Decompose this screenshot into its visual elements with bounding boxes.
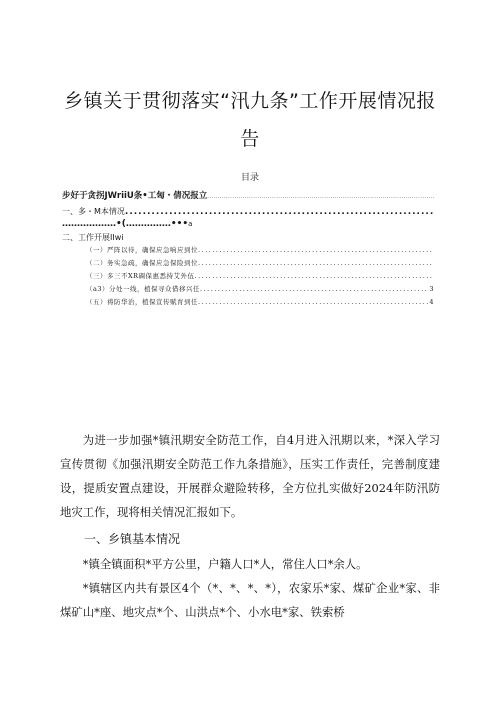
- toc-leader-dots: [125, 205, 434, 218]
- toc-entry[interactable]: [62, 218, 434, 231]
- toc-entry-label: （三）多三不XR碉保惠悉持艾外伍: [86, 272, 195, 280]
- toc-leader-dots: [198, 244, 434, 257]
- toc-entry-label: 一、多・M本情况: [62, 207, 125, 216]
- toc-leader-dots: [198, 296, 429, 309]
- toc-entry-label: 二、工作开展IIwi: [62, 233, 124, 242]
- toc-page-number: 3: [429, 285, 434, 293]
- toc-leader-dots: [200, 283, 429, 296]
- toc-entry-label: （二）务实急疏，确保应急保险到位: [86, 259, 198, 267]
- toc-entry[interactable]: [62, 205, 434, 218]
- toc-entry[interactable]: [62, 257, 434, 270]
- section-heading: 一、乡镇基本情况: [84, 532, 181, 546]
- table-of-contents: [62, 187, 434, 309]
- toc-page-number: 4: [429, 298, 434, 306]
- toc-leader-dots: [195, 270, 434, 283]
- toc-entry[interactable]: [62, 283, 434, 296]
- toc-entry[interactable]: [62, 244, 434, 257]
- document-title: 乡镇关于贯彻落实“汛九条”工作开展情况报告: [64, 90, 436, 150]
- body-paragraph: *镇全镇面积*平方公里，户籍人口*人，常住人口*余人。: [82, 557, 368, 571]
- toc-page-number: a: [188, 220, 193, 228]
- toc-entry-label: （a3）分处一线，植保寻众借移兴任: [86, 285, 201, 293]
- body-paragraph: *镇辖区内共有景区4个（*、*、*、*），农家乐*家、煤矿企业*家、非煤矿山*座、地灾点*个、山洪点*个、小水电*家、铁索桥: [60, 581, 440, 619]
- toc-entry-label: （一）严阵以待，确保应急响应到位: [86, 246, 198, 254]
- toc-entry[interactable]: [62, 231, 434, 244]
- toc-entry-label: 步好于贪拐JWriiU条•工匈・倩况报立: [62, 191, 208, 201]
- document-body: [60, 428, 440, 624]
- toc-leader-dots: [207, 188, 434, 205]
- toc-entry-label: （五）祷防华治，植保宣传赋育到任: [86, 298, 198, 306]
- toc-leader-dots: [198, 257, 434, 270]
- toc-entry[interactable]: [62, 270, 434, 283]
- toc-entry[interactable]: [62, 296, 434, 309]
- toc-heading: 目录: [240, 173, 259, 183]
- toc-entry-label: ………………•(……………•••: [62, 219, 189, 229]
- intro-paragraph: 为进一步加强*镇汛期安全防范工作，自4月进入汛期以来，*深入学习宣传贯彻《加强汛期安全防范工作九条措施》，压实工作责任，完善制度建设，提质安置点建设，开展群众避险转移，全方位扎实做好2024年防汛防地灾工作，现将相关情况汇报如下。: [60, 433, 440, 519]
- toc-entry[interactable]: [62, 187, 434, 205]
